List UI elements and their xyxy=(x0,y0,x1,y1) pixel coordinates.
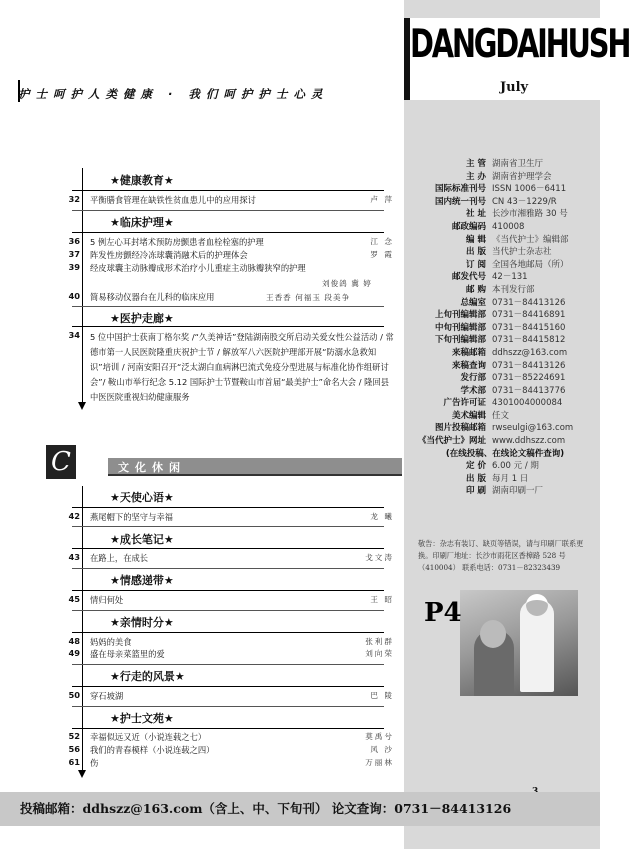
info-label: 上旬刊编辑部 xyxy=(434,310,486,321)
divider xyxy=(72,232,384,233)
info-value: 任文 xyxy=(492,410,510,421)
entry-author: 万丽林 xyxy=(365,758,394,767)
divider xyxy=(72,326,384,327)
info-row xyxy=(410,473,600,486)
entry-title: 情归何处 xyxy=(90,595,124,605)
section-title-emotion: ★情感递带★ xyxy=(110,574,174,587)
info-row xyxy=(410,360,600,373)
info-value: 当代护士杂志社 xyxy=(492,247,552,258)
section-title-family: ★亲情时分★ xyxy=(110,616,174,629)
entry-title: 在路上，在成长 xyxy=(90,553,149,563)
patient-head xyxy=(480,620,506,648)
entry-page: 43 xyxy=(68,552,80,562)
info-row xyxy=(410,234,600,247)
entry-page: 34 xyxy=(68,330,80,340)
info-row xyxy=(410,485,600,498)
info-note: (在线投稿、在线论文稿件查询) xyxy=(445,448,565,459)
entry-author: 刘向荣 xyxy=(365,649,394,658)
printing-notice: 敬告：杂志有装订、缺页等错误，请与印刷厂联系更换。印刷厂地址：长沙市雨花区香樟路 528 号 （410004） 联系电话：0731－82323439 xyxy=(418,539,584,572)
toc-entry[interactable] xyxy=(64,552,394,566)
divider xyxy=(72,526,384,527)
info-label: 订 阅 xyxy=(466,259,486,270)
cover-photo xyxy=(460,590,578,696)
info-label: 主 办 xyxy=(466,171,486,182)
section-title-growth: ★成长笔记★ xyxy=(110,533,174,546)
info-label: 社 址 xyxy=(466,209,486,220)
toc-entry[interactable] xyxy=(64,594,394,608)
entry-page: 36 xyxy=(68,236,80,246)
magazine-logo: DANGDAIHUSH xyxy=(410,22,629,67)
info-label: 出 版 xyxy=(466,247,486,258)
info-row xyxy=(410,284,600,297)
info-label: 美术编辑 xyxy=(451,410,486,421)
entry-author: 江 念 xyxy=(370,237,394,246)
info-value: 410008 xyxy=(492,221,525,232)
entry-author: 罗 霞 xyxy=(370,250,394,259)
entry-author: 戈文涛 xyxy=(365,553,394,562)
info-row xyxy=(410,309,600,322)
info-value: 《当代护士》编辑部 xyxy=(492,234,569,245)
entry-author: 张利群 xyxy=(365,637,394,646)
entry-page: 39 xyxy=(68,262,80,272)
info-value: 每月 1 日 xyxy=(492,473,529,484)
toc-entry[interactable] xyxy=(64,194,394,208)
info-label: 发行部 xyxy=(460,373,486,384)
toc-guide-line xyxy=(82,486,83,772)
divider xyxy=(72,686,384,687)
entry-title: 经皮球囊主动脉瓣成形术治疗小儿重症主动脉瓣狭窄的护理 xyxy=(90,263,306,273)
header-slogan: 护士呵护人类健康 · 我们呵护护士心灵 xyxy=(18,87,329,101)
info-row xyxy=(410,448,600,461)
info-label: 来稿查询 xyxy=(451,360,486,371)
divider xyxy=(72,568,384,569)
arrow-down-icon xyxy=(78,770,86,778)
entry-author: 风 沙 xyxy=(370,745,394,754)
entry-title: 我们的青春模样（小说连载之四） xyxy=(90,745,215,755)
entry-page: 52 xyxy=(68,731,80,741)
toc-entry[interactable] xyxy=(64,690,394,704)
entry-page: 48 xyxy=(68,636,80,646)
entry-author: 王 昭 xyxy=(370,595,394,604)
info-label: 编 辑 xyxy=(466,234,486,245)
entry-page: 49 xyxy=(68,648,80,658)
info-value: 42－131 xyxy=(492,272,528,283)
toc-entry[interactable] xyxy=(64,511,394,525)
info-row xyxy=(410,334,600,347)
toc-entry[interactable] xyxy=(64,249,394,263)
info-label: 国际标准刊号 xyxy=(434,184,486,195)
info-label: 总编室 xyxy=(460,297,486,308)
entry-author: 王香香 何福玉 段美争 xyxy=(266,293,351,302)
info-value: 0731－84416891 xyxy=(492,310,566,321)
entry-page: 50 xyxy=(68,690,80,700)
info-row xyxy=(410,158,600,171)
info-label: 邮 购 xyxy=(466,284,486,295)
divider xyxy=(72,590,384,591)
entry-page: 37 xyxy=(68,249,80,259)
info-row xyxy=(410,372,600,385)
info-label: 来稿邮箱 xyxy=(451,347,486,358)
divider xyxy=(72,306,384,307)
info-row xyxy=(410,271,600,284)
info-label: 广告许可证 xyxy=(443,398,486,409)
publication-info xyxy=(410,158,600,498)
toc-entry[interactable] xyxy=(64,648,394,662)
entry-page: 61 xyxy=(68,757,80,767)
entry-author: 莫禹兮 xyxy=(365,732,394,741)
info-label: 印 刷 xyxy=(466,486,486,497)
info-value: 0731－84415160 xyxy=(492,322,566,333)
info-value: 0731－84413126 xyxy=(492,360,566,371)
divider xyxy=(72,610,384,611)
divider xyxy=(72,706,384,707)
info-value: 6.00 元 / 期 xyxy=(492,461,539,472)
info-label: 出 版 xyxy=(466,473,486,484)
info-value: 0731－85224691 xyxy=(492,373,566,384)
nurse-head xyxy=(526,594,548,616)
divider xyxy=(72,664,384,665)
info-value: ddhszz@163.com xyxy=(492,347,568,358)
photo-page-label: P4 xyxy=(424,598,462,628)
info-label: 国内统一刊号 xyxy=(434,196,486,207)
toc-entry[interactable] xyxy=(64,731,394,745)
info-label: 定 价 xyxy=(466,461,486,472)
info-label: 主 管 xyxy=(466,159,486,169)
info-row xyxy=(410,171,600,184)
info-value: 0731－84415812 xyxy=(492,335,566,346)
info-value: 本刊发行部 xyxy=(492,284,535,295)
entry-page: 56 xyxy=(68,744,80,754)
info-row xyxy=(410,435,600,448)
entry-title: 平衡膳食管理在缺铁性贫血患儿中的应用探讨 xyxy=(90,195,256,205)
info-row xyxy=(410,460,600,473)
info-value: 0731－84413126 xyxy=(492,297,566,308)
culture-title: 文化休闲 xyxy=(118,461,186,474)
section-title-health: ★健康教育★ xyxy=(110,174,174,187)
section-title-literature: ★护士文苑★ xyxy=(110,712,174,725)
info-row xyxy=(410,183,600,196)
divider xyxy=(72,210,384,211)
entry-title: 5 例左心耳封堵术预防房颤患者血栓栓塞的护理 xyxy=(90,237,264,247)
entry-title: 简易移动仪器台在儿科的临床应用 xyxy=(90,292,215,302)
info-value: rwseulgi@163.com xyxy=(492,423,574,434)
culture-letter-icon: C xyxy=(46,445,76,479)
entry-author: 龙 曦 xyxy=(370,512,394,521)
section-title-clinical: ★临床护理★ xyxy=(110,216,174,229)
entry-author: 刘俊鸽 冀 婷 xyxy=(322,279,372,288)
entry-title: 妈妈的美食 xyxy=(90,637,132,647)
entry-title: 幸福似远又近（小说连载之七） xyxy=(90,732,207,742)
entry-author: 卢 萍 xyxy=(370,195,394,204)
info-row xyxy=(410,259,600,272)
info-row xyxy=(410,322,600,335)
entry-title: 穿石坡湖 xyxy=(90,691,124,701)
info-value: CN 43－1229/R xyxy=(492,196,557,207)
arrow-down-icon xyxy=(78,402,86,410)
toc-entry[interactable] xyxy=(64,744,394,758)
info-value: www.ddhszz.com xyxy=(492,436,566,447)
info-row xyxy=(410,347,600,360)
info-row xyxy=(410,397,600,410)
info-row xyxy=(410,297,600,310)
divider xyxy=(72,190,384,191)
info-row xyxy=(410,385,600,398)
info-label: 《当代护士》网址 xyxy=(417,436,486,447)
divider xyxy=(72,632,384,633)
section-title-angel: ★天使心语★ xyxy=(110,491,174,504)
entry-page: 40 xyxy=(68,291,80,301)
info-label: 中旬刊编辑部 xyxy=(434,322,486,333)
footer-contact: 投稿邮箱：ddhszz@163.com（含上、中、下旬刊） 论文查询：0731－84413126 xyxy=(20,801,512,816)
info-row xyxy=(410,246,600,259)
news-paragraph[interactable]: 5 位中国护士获南丁格尔奖 /“久美神话”登陆湖南股交所启动关爱女性公益活动 / 常德市第一人民医院隆重庆祝护士节 / 解放军八六医院护理部开展“防溺水急救知识”培训 / 河南安阳召开“泛太湖白血病淋巴流式免疫分型进展与标准化协作组研讨会”/ 鞍山市举行纪念 5.12 国际护士节暨鞍山市首届“最美护士”命名大会 / 隆回县中医医院重视妇幼健康服务 xyxy=(90,332,394,402)
section-title-scenery: ★行走的风景★ xyxy=(110,670,185,683)
info-row xyxy=(410,208,600,221)
info-value: 湖南省卫生厅 xyxy=(492,159,544,169)
toc-entry[interactable] xyxy=(64,262,394,276)
info-value: ISSN 1006－6411 xyxy=(492,184,567,195)
entry-title: 燕尾帽下的坚守与幸福 xyxy=(90,512,173,522)
masthead xyxy=(404,18,629,100)
issue-month: July xyxy=(500,80,529,95)
info-value: 长沙市湘雅路 30 号 xyxy=(492,209,568,220)
info-value: 湖南印刷一厂 xyxy=(492,486,544,497)
info-label: 学术部 xyxy=(460,385,486,396)
info-label: 下旬刊编辑部 xyxy=(434,335,486,346)
info-row xyxy=(410,221,600,234)
entry-title: 阵发性房颤经冷冻球囊消融术后的护理体会 xyxy=(90,250,248,260)
toc-entry[interactable] xyxy=(64,236,394,250)
info-label: 图片投稿邮箱 xyxy=(434,423,486,434)
entry-page: 42 xyxy=(68,511,80,521)
entry-page: 45 xyxy=(68,594,80,604)
divider xyxy=(72,728,384,729)
info-value: 湖南省护理学会 xyxy=(492,171,552,182)
entry-page: 32 xyxy=(68,194,80,204)
divider xyxy=(72,548,384,549)
entry-title: 伤 xyxy=(90,758,99,768)
info-label: 邮发代号 xyxy=(451,272,486,283)
info-row xyxy=(410,422,600,435)
entry-author: 巴 陵 xyxy=(370,691,394,700)
section-title-corridor: ★医护走廊★ xyxy=(110,312,174,325)
divider xyxy=(72,507,384,508)
info-row xyxy=(410,196,600,209)
info-value: 4301004000084 xyxy=(492,398,563,409)
info-label: 邮政编码 xyxy=(451,221,486,232)
info-row xyxy=(410,410,600,423)
toc-entry[interactable] xyxy=(64,757,394,771)
info-value: 全国各地邮局（所） xyxy=(492,259,569,270)
entry-title: 盛在母亲菜篮里的爱 xyxy=(90,649,165,659)
info-value: 0731－84413776 xyxy=(492,385,566,396)
